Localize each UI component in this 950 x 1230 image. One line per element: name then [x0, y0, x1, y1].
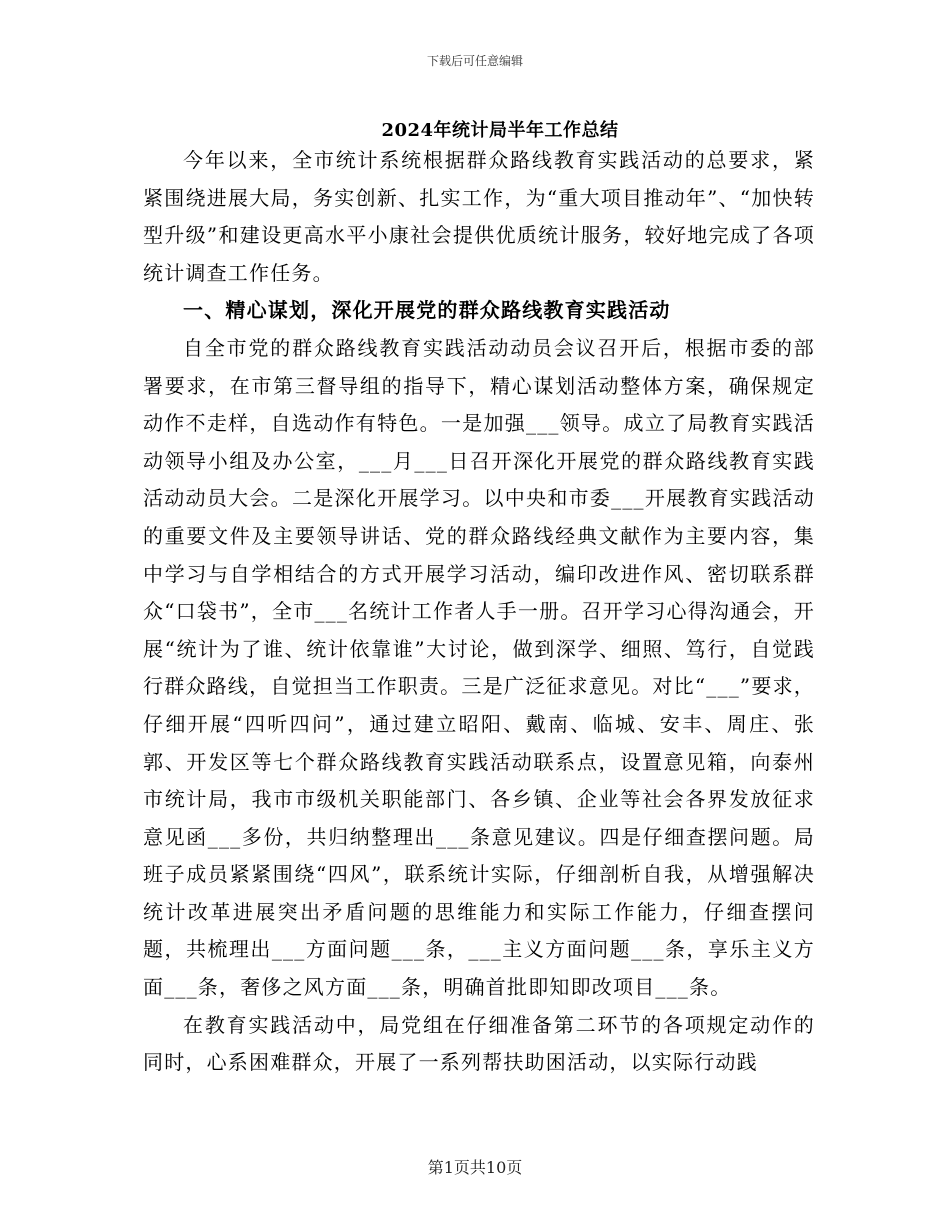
- paragraph-intro: 今年以来，全市统计系统根据群众路线教育实践活动的总要求，紧紧围绕进展大局，务实创新、扎实工作，为“重大项目推动年”、“加快转型升级”和建设更高水平小康社会提供优质统计服务，较好地完成了各项统计调查工作任务。: [143, 148, 815, 285]
- section-heading-1: 一、精心谋划，深化开展党的群众路线教育实践活动: [183, 298, 671, 323]
- header-note: 下载后可任意编辑: [426, 54, 523, 68]
- document-body: [143, 142, 815, 1082]
- paragraph-section-1: 自全市党的群众路线教育实践活动动员会议召开后，根据市委的部署要求，在市第三督导组的指导下，精心谋划活动整体方案，确保规定动作不走样，自选动作有特色。一是加强___领导。成立了局教育实践活动领导小组及办公室，___月___日召开深化开展党的群众路线教育实践活动动员大会。二是深化开展学习。以中央和市委___开展教育实践活动的重要文件及主要领导讲话、党的群众路线经典文献作为主要内容，集中学习与自学相结合的方式开展学习活动，编印改进作风、密切联系群众“口袋书”，全市___名统计工作者人手一册。召开学习心得沟通会，开展“统计为了谁、统计依靠谁”大讨论，做到深学、细照、笃行，自觉践行群众路线，自觉担当工作职责。三是广泛征求意见。对比“___”要求，仔细开展“四听四问”，通过建立昭阳、戴南、临城、安丰、周庄、张郭、开发区等七个群众路线教育实践活动联系点，设置意见箱，向泰州市统计局，我市市级机关职能部门、各乡镇、企业等社会各界发放征求意见函___多份，共归纳整理出___条意见建议。四是仔细查摆问题。局班子成员紧紧围绕“四风”，联系统计实际，仔细剖析自我，从增强解决统计改革进展突出矛盾问题的思维能力和实际工作能力，仔细查摆问题，共梳理出___方面问题___条，___主义方面问题___条，享乐主义方面___条，奢侈之风方面___条，明确首批即知即改项目___条。: [143, 335, 815, 1000]
- page-footer: 第1页共10页: [427, 1158, 523, 1177]
- paragraph-activities: 在教育实践活动中，局党组在仔细准备第二环节的各项规定动作的同时，心系困难群众，开展了一系列帮扶助困活动，以实际行动践: [143, 1012, 815, 1075]
- document-title: 2024年统计局半年工作总结: [381, 120, 619, 141]
